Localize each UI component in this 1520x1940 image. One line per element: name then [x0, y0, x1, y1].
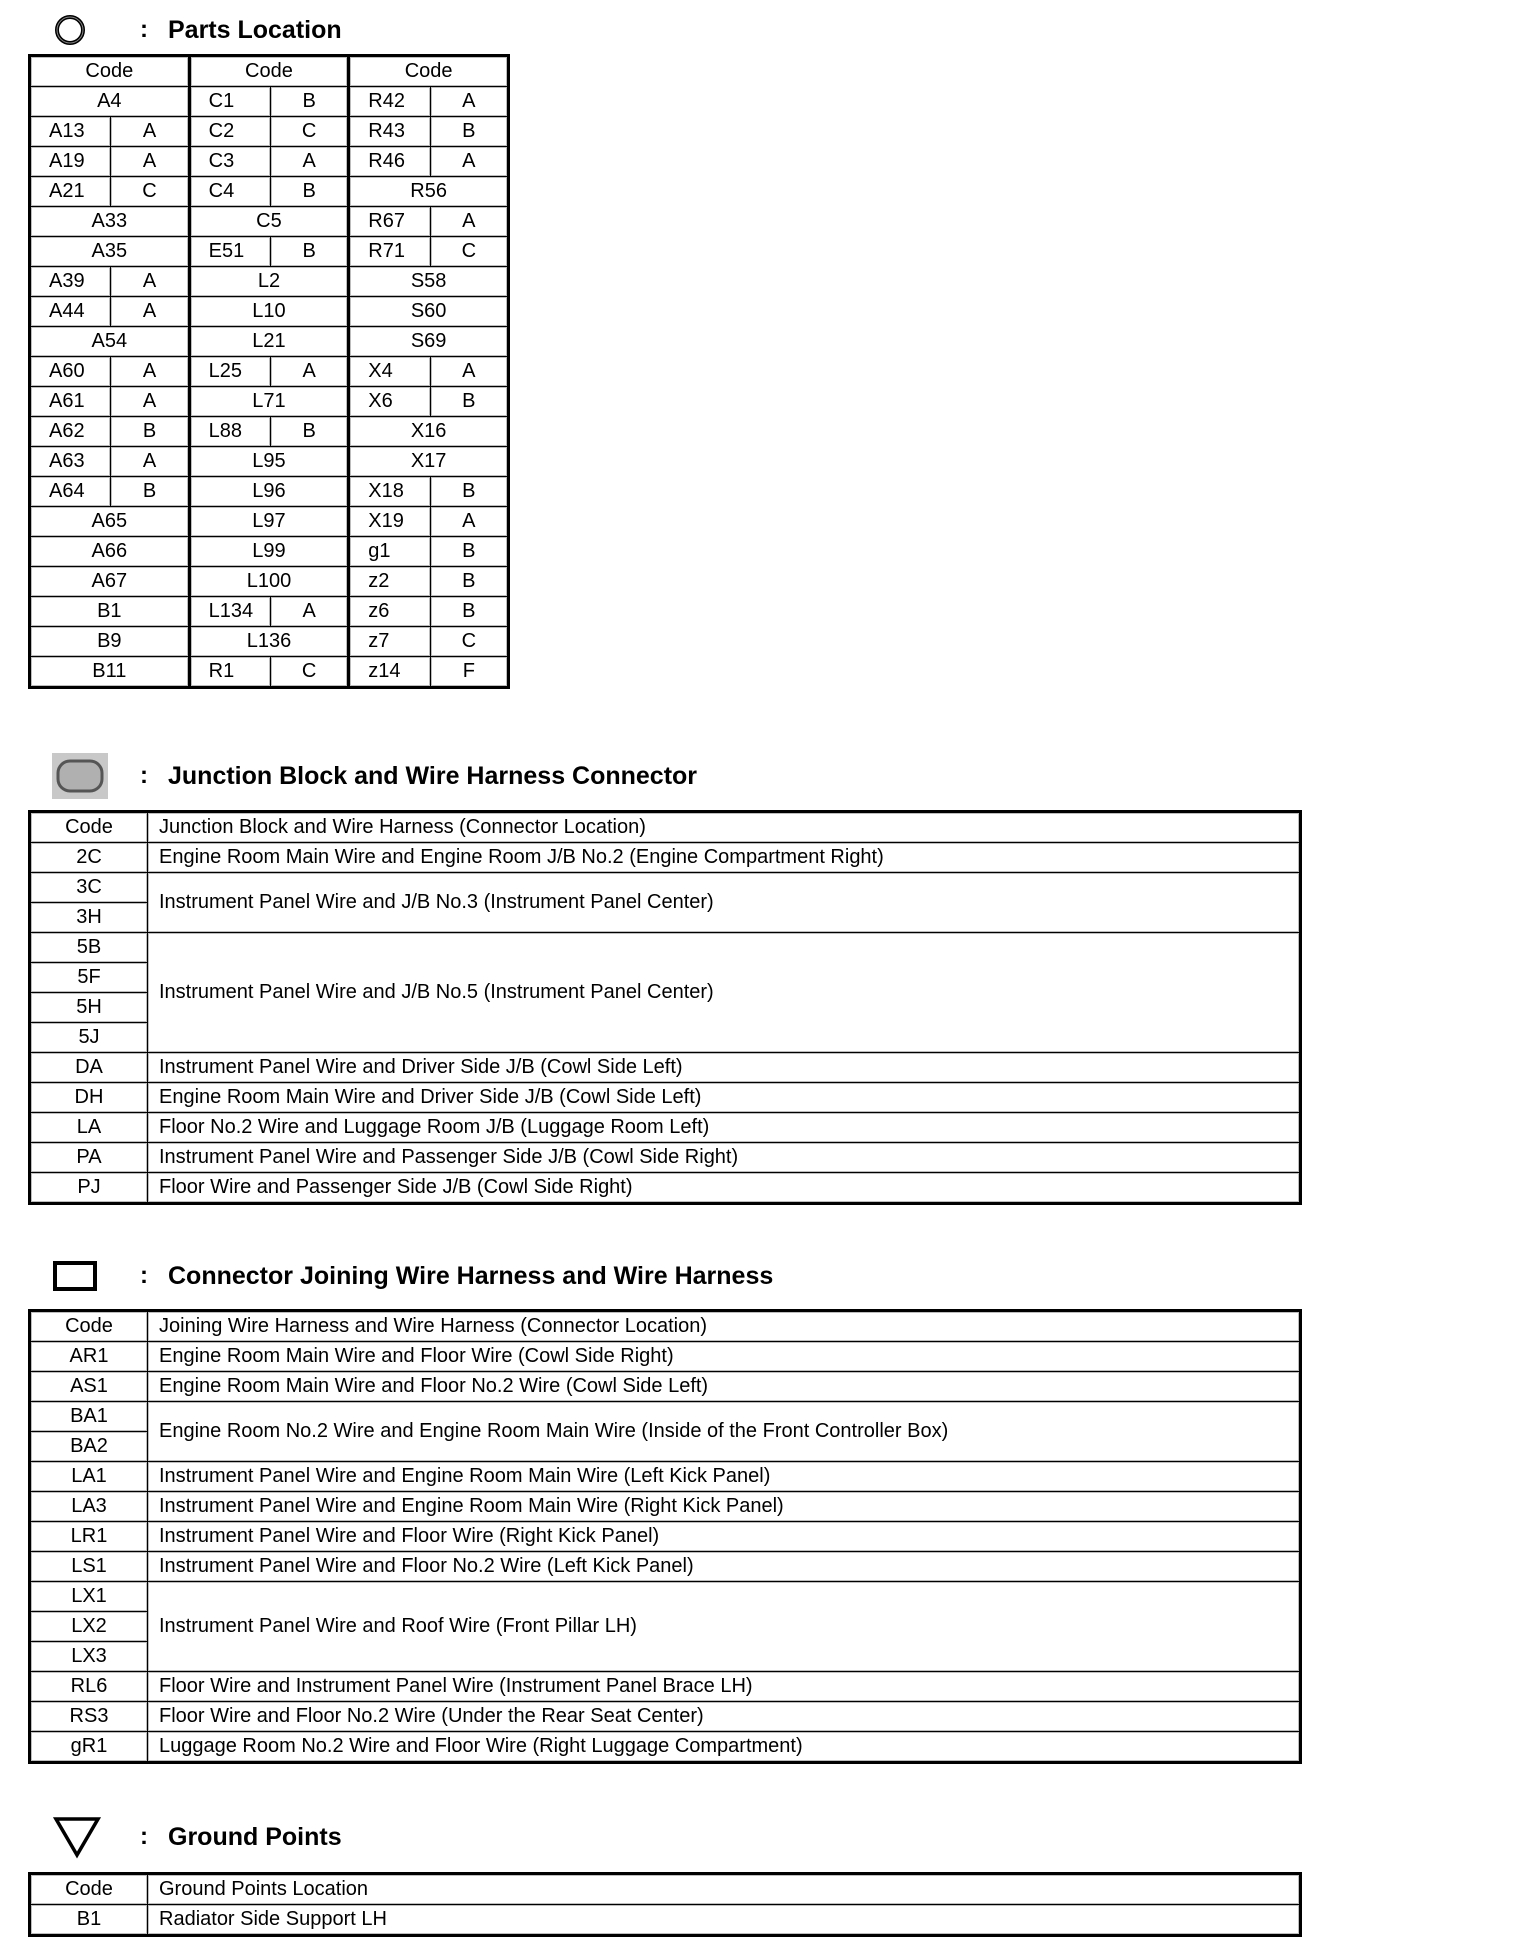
column-header: Code [349, 56, 509, 87]
part-code-cell: z6 [349, 597, 430, 627]
part-code-cell: A63 [30, 447, 111, 477]
part-location-letter-cell: A [270, 147, 348, 177]
table-row [30, 1342, 1301, 1372]
table-row [30, 1372, 1301, 1402]
location-description-cell: Floor No.2 Wire and Luggage Room J/B (Luggage Room Left) [148, 1113, 1301, 1143]
table-row [30, 1143, 1301, 1173]
part-location-letter-cell: B [270, 177, 348, 207]
part-location-letter-cell: B [111, 417, 189, 447]
part-location-letter-cell: B [430, 597, 508, 627]
connector-code-cell: LS1 [30, 1552, 148, 1582]
part-code-cell: A64 [30, 477, 111, 507]
part-code-cell: X6 [349, 387, 430, 417]
part-code-cell: L71 [189, 387, 349, 417]
connector-code-cell: LA [30, 1113, 148, 1143]
connector-code-cell: PA [30, 1143, 148, 1173]
table-row [30, 1173, 1301, 1204]
location-description-cell: Floor Wire and Instrument Panel Wire (Instrument Panel Brace LH) [148, 1672, 1301, 1702]
code-column-header: Code [30, 812, 148, 843]
part-location-letter-cell: C [111, 177, 189, 207]
connector-code-cell: AR1 [30, 1342, 148, 1372]
part-code-cell: E51 [189, 237, 270, 267]
part-code-cell: A19 [30, 147, 111, 177]
junction-block-table [28, 810, 1302, 1205]
location-column-header: Ground Points Location [148, 1874, 1301, 1905]
part-code-cell: L97 [189, 507, 349, 537]
connector-code-cell: 2C [30, 843, 148, 873]
location-description-cell: Instrument Panel Wire and J/B No.5 (Instrument Panel Center) [148, 933, 1301, 1053]
part-code-cell: X4 [349, 357, 430, 387]
table-header-row [30, 1311, 1301, 1342]
connector-joining-table [28, 1309, 1302, 1764]
part-code-cell: C5 [189, 207, 349, 237]
connector-code-cell: gR1 [30, 1732, 148, 1763]
part-code-cell: X19 [349, 507, 430, 537]
location-description-cell: Radiator Side Support LH [148, 1905, 1301, 1936]
table-row [30, 1402, 1301, 1432]
table-row [30, 1552, 1301, 1582]
part-location-letter-cell: B [430, 567, 508, 597]
table-header-row [30, 812, 1301, 843]
part-code-cell: L25 [189, 357, 270, 387]
part-code-cell: A4 [30, 87, 190, 117]
part-location-letter-cell: C [430, 627, 508, 657]
part-code-cell: C1 [189, 87, 270, 117]
location-description-cell: Instrument Panel Wire and Engine Room Main Wire (Right Kick Panel) [148, 1492, 1301, 1522]
part-location-letter-cell: B [111, 477, 189, 507]
table-row [30, 1582, 1301, 1612]
part-code-cell: A61 [30, 387, 111, 417]
part-code-cell: A60 [30, 357, 111, 387]
part-code-cell: S69 [349, 327, 509, 357]
location-description-cell: Engine Room Main Wire and Engine Room J/B No.2 (Engine Compartment Right) [148, 843, 1301, 873]
part-code-cell: g1 [349, 537, 430, 567]
part-code-cell: L96 [189, 477, 349, 507]
location-description-cell: Engine Room Main Wire and Floor No.2 Wire (Cowl Side Left) [148, 1372, 1301, 1402]
table-row [30, 327, 509, 357]
connector-code-cell: 5B [30, 933, 148, 963]
heading-colon: : [140, 762, 148, 789]
part-code-cell: R42 [349, 87, 430, 117]
table-row [30, 567, 509, 597]
connector-code-cell: 5F [30, 963, 148, 993]
part-code-cell: L88 [189, 417, 270, 447]
part-code-cell: R71 [349, 237, 430, 267]
heading-colon: : [140, 1823, 148, 1850]
part-location-letter-cell: B [270, 237, 348, 267]
connector-code-cell: 3H [30, 903, 148, 933]
part-code-cell: B11 [30, 657, 190, 688]
shaded-rounded-rect-icon [52, 756, 108, 796]
table-row [30, 1702, 1301, 1732]
part-location-letter-cell: B [270, 87, 348, 117]
part-location-letter-cell: A [111, 267, 189, 297]
connector-code-cell: BA1 [30, 1402, 148, 1432]
location-description-cell: Instrument Panel Wire and Driver Side J/B (Cowl Side Left) [148, 1053, 1301, 1083]
ground-points-table [28, 1872, 1302, 1937]
part-location-letter-cell: A [270, 357, 348, 387]
part-code-cell: R46 [349, 147, 430, 177]
connector-code-cell: 5H [30, 993, 148, 1023]
table-row [30, 1732, 1301, 1763]
table-row [30, 843, 1301, 873]
connector-code-cell: LX1 [30, 1582, 148, 1612]
column-header: Code [30, 56, 190, 87]
part-location-letter-cell: B [430, 387, 508, 417]
part-code-cell: A67 [30, 567, 190, 597]
part-code-cell: L136 [189, 627, 349, 657]
part-location-letter-cell: A [430, 87, 508, 117]
part-location-letter-cell: F [430, 657, 508, 688]
part-location-letter-cell: B [270, 417, 348, 447]
part-location-letter-cell: A [430, 507, 508, 537]
connector-code-cell: LX2 [30, 1612, 148, 1642]
table-header-row [30, 56, 509, 87]
connector-code-cell: LX3 [30, 1642, 148, 1672]
part-code-cell: A62 [30, 417, 111, 447]
table-row [30, 387, 509, 417]
part-code-cell: A39 [30, 267, 111, 297]
part-location-letter-cell: A [111, 117, 189, 147]
part-code-cell: L99 [189, 537, 349, 567]
connector-code-cell: RL6 [30, 1672, 148, 1702]
location-description-cell: Engine Room No.2 Wire and Engine Room Main Wire (Inside of the Front Controller Box) [148, 1402, 1301, 1462]
table-row [30, 417, 509, 447]
part-code-cell: L21 [189, 327, 349, 357]
junction-block-title: Junction Block and Wire Harness Connector [168, 761, 698, 790]
part-code-cell: A44 [30, 297, 111, 327]
location-description-cell: Engine Room Main Wire and Driver Side J/B (Cowl Side Left) [148, 1083, 1301, 1113]
part-code-cell: C2 [189, 117, 270, 147]
ground-points-heading [52, 1817, 342, 1857]
connector-code-cell: DH [30, 1083, 148, 1113]
location-description-cell: Instrument Panel Wire and Roof Wire (Front Pillar LH) [148, 1582, 1301, 1672]
location-description-cell: Instrument Panel Wire and Floor Wire (Right Kick Panel) [148, 1522, 1301, 1552]
parts-location-heading [52, 10, 342, 50]
connector-code-cell: LR1 [30, 1522, 148, 1552]
table-row [30, 477, 509, 507]
part-code-cell: R67 [349, 207, 430, 237]
column-header: Code [189, 56, 349, 87]
part-location-letter-cell: A [111, 147, 189, 177]
table-row [30, 297, 509, 327]
part-location-letter-cell: A [430, 147, 508, 177]
location-description-cell: Instrument Panel Wire and J/B No.3 (Instrument Panel Center) [148, 873, 1301, 933]
table-row [30, 177, 509, 207]
part-code-cell: A54 [30, 327, 190, 357]
connector-code-cell: LA3 [30, 1492, 148, 1522]
part-location-letter-cell: C [270, 657, 348, 688]
connector-joining-title: Connector Joining Wire Harness and Wire Harness [168, 1261, 774, 1290]
connector-code-cell: RS3 [30, 1702, 148, 1732]
part-location-letter-cell: A [430, 207, 508, 237]
part-code-cell: R1 [189, 657, 270, 688]
part-code-cell: L2 [189, 267, 349, 297]
part-code-cell: S60 [349, 297, 509, 327]
part-location-letter-cell: A [111, 357, 189, 387]
part-code-cell: C3 [189, 147, 270, 177]
part-location-letter-cell: B [430, 537, 508, 567]
table-row [30, 627, 509, 657]
part-code-cell: L134 [189, 597, 270, 627]
triangle-down-icon [52, 1817, 108, 1857]
part-code-cell: S58 [349, 267, 509, 297]
part-code-cell: B1 [30, 597, 190, 627]
part-location-letter-cell: A [111, 297, 189, 327]
part-code-cell: B9 [30, 627, 190, 657]
connector-code-cell: LA1 [30, 1462, 148, 1492]
connector-code-cell: DA [30, 1053, 148, 1083]
part-code-cell: A13 [30, 117, 111, 147]
part-code-cell: L100 [189, 567, 349, 597]
table-row [30, 1053, 1301, 1083]
part-code-cell: z2 [349, 567, 430, 597]
ground-points-title: Ground Points [168, 1822, 342, 1851]
location-column-header: Junction Block and Wire Harness (Connector Location) [148, 812, 1301, 843]
part-location-letter-cell: C [270, 117, 348, 147]
table-row [30, 147, 509, 177]
table-row [30, 237, 509, 267]
location-description-cell: Floor Wire and Passenger Side J/B (Cowl Side Right) [148, 1173, 1301, 1204]
part-code-cell: X16 [349, 417, 509, 447]
connector-code-cell: B1 [30, 1905, 148, 1936]
table-row [30, 1672, 1301, 1702]
location-description-cell: Instrument Panel Wire and Floor No.2 Wire (Left Kick Panel) [148, 1552, 1301, 1582]
part-code-cell: z7 [349, 627, 430, 657]
parts-location-table [28, 54, 510, 689]
table-row [30, 1905, 1301, 1936]
heading-colon: : [140, 16, 148, 43]
part-location-letter-cell: A [430, 357, 508, 387]
connector-code-cell: AS1 [30, 1372, 148, 1402]
part-code-cell: X18 [349, 477, 430, 507]
part-code-cell: z14 [349, 657, 430, 688]
part-code-cell: X17 [349, 447, 509, 477]
table-row [30, 873, 1301, 903]
table-row [30, 507, 509, 537]
junction-block-heading [52, 756, 697, 796]
table-row [30, 933, 1301, 963]
part-code-cell: A65 [30, 507, 190, 537]
table-row [30, 1522, 1301, 1552]
table-row [30, 267, 509, 297]
location-column-header: Joining Wire Harness and Wire Harness (Connector Location) [148, 1311, 1301, 1342]
part-code-cell: C4 [189, 177, 270, 207]
part-code-cell: A35 [30, 237, 190, 267]
location-description-cell: Luggage Room No.2 Wire and Floor Wire (Right Luggage Compartment) [148, 1732, 1301, 1763]
part-code-cell: R43 [349, 117, 430, 147]
part-location-letter-cell: B [430, 117, 508, 147]
part-code-cell: A21 [30, 177, 111, 207]
connector-code-cell: PJ [30, 1173, 148, 1204]
connector-joining-heading [52, 1256, 773, 1296]
table-row [30, 447, 509, 477]
table-row [30, 1492, 1301, 1522]
part-code-cell: A66 [30, 537, 190, 567]
location-description-cell: Instrument Panel Wire and Engine Room Main Wire (Left Kick Panel) [148, 1462, 1301, 1492]
part-location-letter-cell: B [430, 477, 508, 507]
part-location-letter-cell: A [111, 387, 189, 417]
table-row [30, 117, 509, 147]
connector-code-cell: 5J [30, 1023, 148, 1053]
part-code-cell: L10 [189, 297, 349, 327]
table-row [30, 597, 509, 627]
code-column-header: Code [30, 1874, 148, 1905]
table-row [30, 87, 509, 117]
heading-colon: : [140, 1262, 148, 1289]
table-header-row [30, 1874, 1301, 1905]
location-description-cell: Instrument Panel Wire and Passenger Side J/B (Cowl Side Right) [148, 1143, 1301, 1173]
table-row [30, 1083, 1301, 1113]
connector-code-cell: 3C [30, 873, 148, 903]
parts-location-title: Parts Location [168, 15, 342, 44]
part-code-cell: L95 [189, 447, 349, 477]
part-code-cell: R56 [349, 177, 509, 207]
part-location-letter-cell: A [111, 447, 189, 477]
connector-code-cell: BA2 [30, 1432, 148, 1462]
square-outline-icon [52, 1256, 108, 1296]
part-location-letter-cell: C [430, 237, 508, 267]
table-row [30, 1113, 1301, 1143]
location-description-cell: Engine Room Main Wire and Floor Wire (Cowl Side Right) [148, 1342, 1301, 1372]
part-code-cell: A33 [30, 207, 190, 237]
table-row [30, 537, 509, 567]
circle-icon [52, 10, 108, 50]
table-row [30, 207, 509, 237]
code-column-header: Code [30, 1311, 148, 1342]
part-location-letter-cell: A [270, 597, 348, 627]
location-description-cell: Floor Wire and Floor No.2 Wire (Under the Rear Seat Center) [148, 1702, 1301, 1732]
table-row [30, 657, 509, 688]
table-row [30, 357, 509, 387]
table-row [30, 1462, 1301, 1492]
